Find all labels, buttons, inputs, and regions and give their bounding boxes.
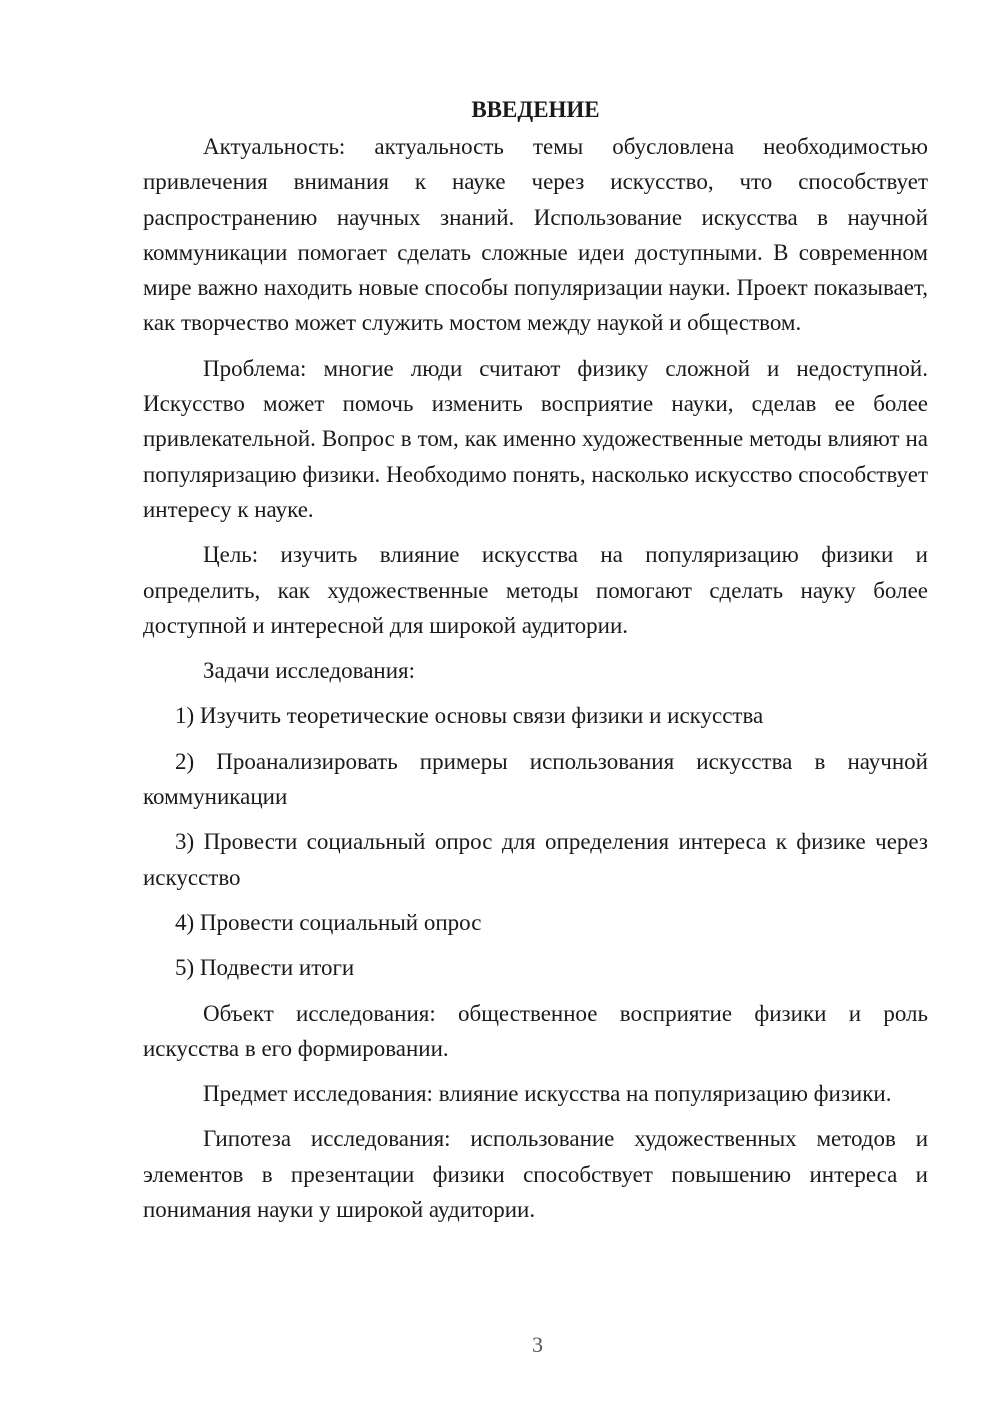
task-item-3: 3) Провести социальный опрос для определения интереса к физике через искусство [143, 829, 928, 890]
document-page [143, 92, 928, 1237]
task-item-5: 5) Подвести итоги [175, 955, 355, 981]
tasks-title: Задачи исследования: [203, 658, 416, 684]
task-item-4: 4) Провести социальный опрос [175, 909, 482, 935]
paragraph-object: Объект исследования: общественное восприятие физики и роль искусства в его формировании. [143, 1000, 928, 1061]
paragraph-subject: Предмет исследования: влияние искусства на популяризацию физики. [203, 1081, 892, 1107]
paragraph-relevance: Актуальность: актуальность темы обусловлена необходимостью привлечения внимания к науке через искусство, что способствует распространению научных знаний. Использование искусства в научной коммуникации помогает сделать сложные идеи доступными. В современном мире важно находить новые способы популяризации науки. Проект показывает, как творчество может служить мостом между наукой и обществом. [143, 134, 928, 336]
task-item-1: 1) Изучить теоретические основы связи физики и искусства [175, 703, 764, 729]
paragraph-goal: Цель: изучить влияние искусства на популяризацию физики и определить, как художественные методы помогают сделать науку более доступной и интересной для широкой аудитории. [143, 542, 928, 638]
task-item-2: 2) Проанализировать примеры использования искусства в научной коммуникации [143, 748, 928, 810]
paragraph-hypothesis: Гипотеза исследования: использование художественных методов и элементов в презентации физики способствует повышению интереса и понимания науки у широкой аудитории. [143, 1126, 928, 1223]
paragraph-problem: Проблема: многие люди считают физику сложной и недоступной. Искусство может помочь изменить восприятие науки, сделав ее более привлекательной. Вопрос в том, как именно художественные методы влияют на популяризацию физики. Необходимо понять, насколько искусство способствует интересу к науке. [143, 355, 928, 522]
page-number: 3 [532, 1332, 543, 1357]
page-title: ВВЕДЕНИЕ [471, 97, 600, 122]
